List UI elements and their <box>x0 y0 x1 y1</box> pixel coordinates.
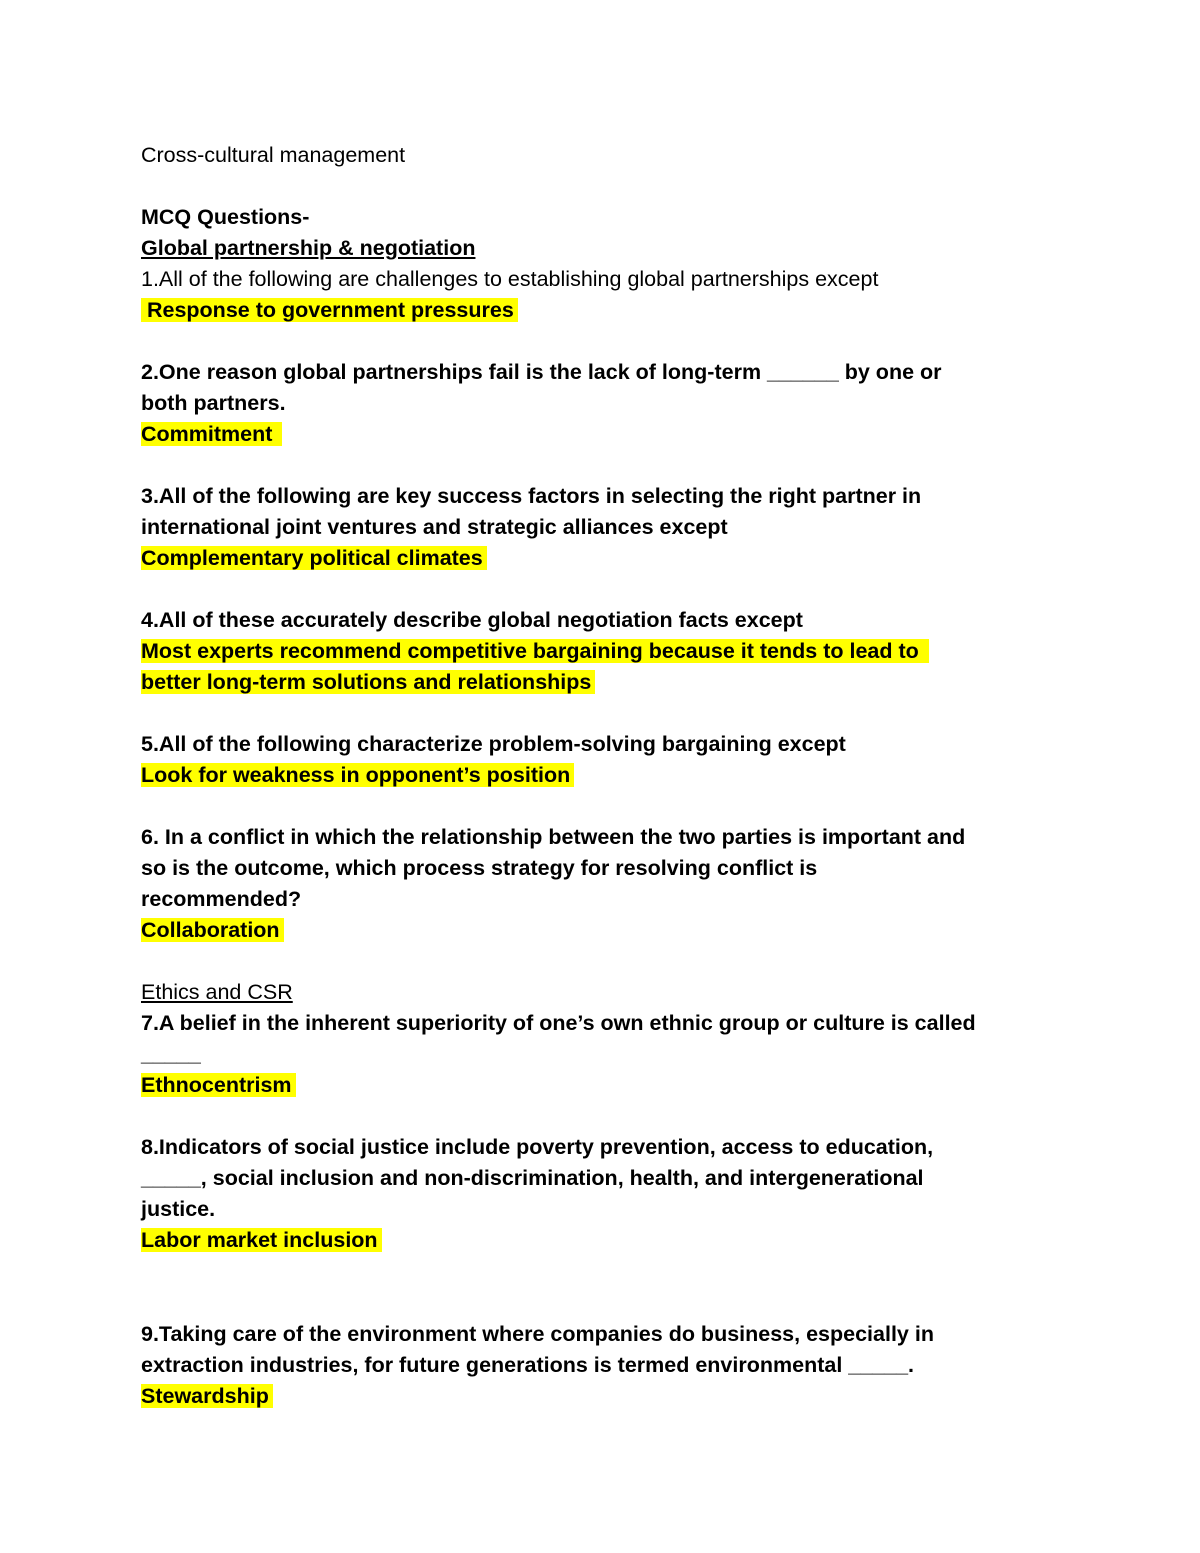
question-1-text: 1.All of the following are challenges to establishing global partnerships except <box>141 267 879 291</box>
answer-3-highlight: Complementary political climates <box>141 546 487 570</box>
question-4-text: 4.All of these accurately describe global negotiation facts except <box>141 608 803 632</box>
question-5-text: 5.All of the following characterize problem-solving bargaining except <box>141 732 846 756</box>
answer-4-highlight-line-2: better long-term solutions and relationships <box>141 670 595 694</box>
answer-6-highlight: Collaboration <box>141 918 284 942</box>
answer-2 <box>141 419 282 450</box>
answer-4-line-2 <box>141 667 595 698</box>
answer-4-line-1 <box>141 636 929 667</box>
question-8-text-line-2: _____, social inclusion and non-discrimination, health, and intergenerational <box>141 1166 924 1190</box>
question-6-text-line-1: 6. In a conflict in which the relationship between the two parties is important and <box>141 825 966 849</box>
document-title: Cross-cultural management <box>141 143 406 167</box>
answer-6 <box>141 915 284 946</box>
answer-9 <box>141 1381 273 1412</box>
answer-2-highlight: Commitment <box>141 422 282 446</box>
question-2-text-line-1: 2.One reason global partnerships fail is the lack of long-term ______ by one or <box>141 360 942 384</box>
question-7-text-line-2: _____ <box>141 1042 201 1066</box>
answer-5 <box>141 760 574 791</box>
answer-7-highlight: Ethnocentrism <box>141 1073 296 1097</box>
question-9-text-line-1: 9.Taking care of the environment where companies do business, especially in <box>141 1322 934 1346</box>
answer-7 <box>141 1070 296 1101</box>
answer-1-highlight: Response to government pressures <box>141 298 518 322</box>
question-8-text-line-3: justice. <box>141 1197 216 1221</box>
answer-9-highlight: Stewardship <box>141 1384 273 1408</box>
question-3-text-line-1: 3.All of the following are key success factors in selecting the right partner in <box>141 484 922 508</box>
question-6-text-line-2: so is the outcome, which process strategy for resolving conflict is <box>141 856 818 880</box>
section-heading-ethics-csr: Ethics and CSR <box>141 980 293 1004</box>
answer-8 <box>141 1225 382 1256</box>
question-3-text-line-2: international joint ventures and strategic alliances except <box>141 515 728 539</box>
section-heading-global-partnership: Global partnership & negotiation <box>141 236 476 260</box>
answer-4-highlight-line-1: Most experts recommend competitive bargaining because it tends to lead to <box>141 639 929 663</box>
answer-1 <box>141 295 518 326</box>
answer-3 <box>141 543 487 574</box>
question-9-text-line-2: extraction industries, for future generations is termed environmental _____. <box>141 1353 915 1377</box>
answer-8-highlight: Labor market inclusion <box>141 1228 382 1252</box>
answer-5-highlight: Look for weakness in opponent’s position <box>141 763 574 787</box>
question-7-text-line-1: 7.A belief in the inherent superiority of one’s own ethnic group or culture is called <box>141 1011 976 1035</box>
mcq-heading: MCQ Questions- <box>141 205 310 229</box>
question-6-text-line-3: recommended? <box>141 887 302 911</box>
question-2-text-line-2: both partners. <box>141 391 286 415</box>
question-8-text-line-1: 8.Indicators of social justice include poverty prevention, access to education, <box>141 1135 934 1159</box>
